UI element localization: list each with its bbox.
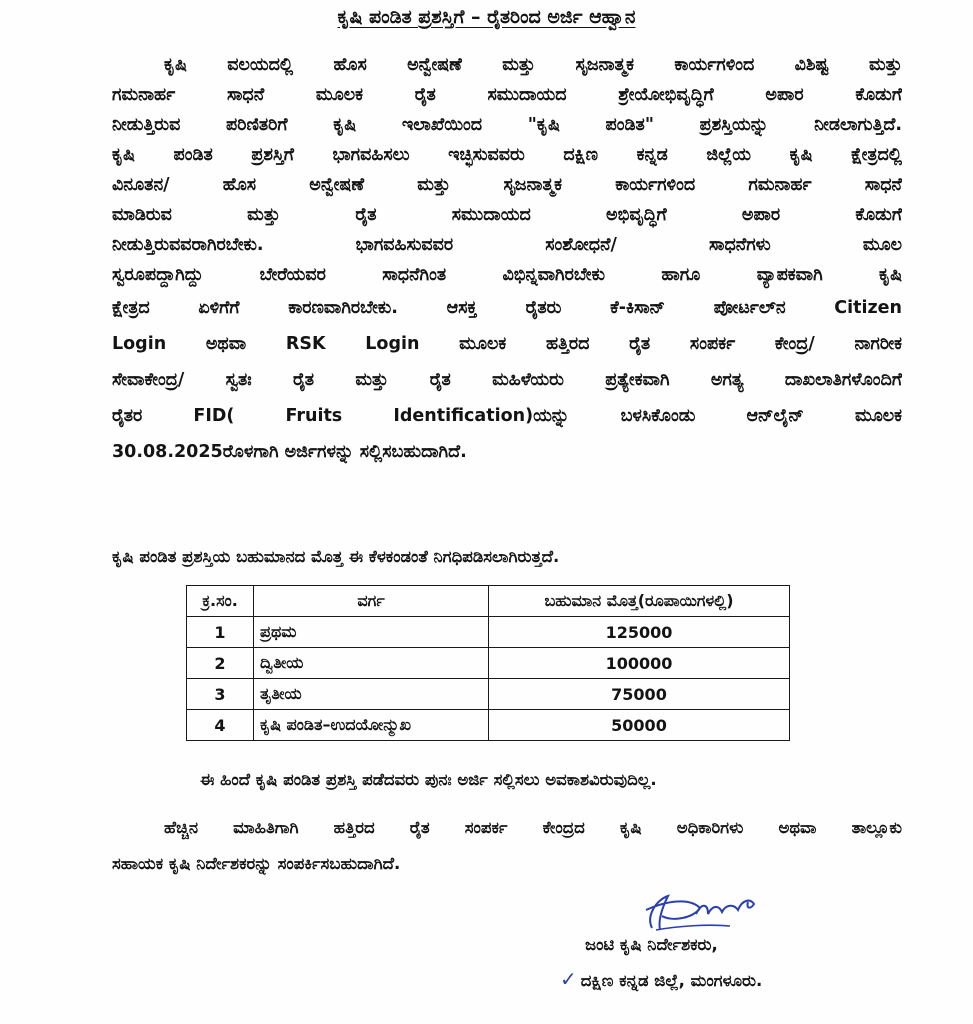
signatory-office-line: [560, 962, 762, 996]
cell-category: ಪ್ರಥಮ: [254, 617, 489, 648]
cell-serial: 4: [187, 710, 254, 741]
signatory-block: [560, 928, 762, 996]
eligibility-note: ಈ ಹಿಂದೆ ಕೃಷಿ ಪಂಡಿತ ಪ್ರಶಸ್ತಿ ಪಡೆದವರು ಪುನಃ ಅರ್ಜಿ ಸಲ್ಲಿಸಲು ಅವಕಾಶವಿರುವುದಿಲ್ಲ.: [200, 770, 657, 789]
more-info-line: ಹೆಚ್ಚಿನ ಮಾಹಿತಿಗಾಗಿ ಹತ್ತಿರದ ರೈತ ಸಂಪರ್ಕ ಕೇಂದ್ರದ ಕೃಷಿ ಅಧಿಕಾರಿಗಳು ಅಥವಾ ತಾಲ್ಲೂಕು: [164, 818, 902, 837]
paragraph-line: ರೈತರ FID( Fruits Identification)ಯನ್ನು ಬಳಸಿಕೊಂಡು ಆನ್‌ಲೈನ್ ಮೂಲಕ: [112, 406, 902, 426]
cell-serial: 1: [187, 617, 254, 648]
cell-amount: 125000: [489, 617, 790, 648]
document-title: ಕೃಷಿ ಪಂಡಿತ ಪ್ರಶಸ್ತಿಗೆ – ರೈತರಿಂದ ಅರ್ಜಿ ಆಹ್ವಾನ: [337, 6, 636, 28]
table-row: [187, 648, 790, 679]
paragraph-line: ಸೇವಾಕೇಂದ್ರ/ ಸ್ವತಃ ರೈತ ಮತ್ತು ರೈತ ಮಹಿಳೆಯರು ಪ್ರತ್ಯೇಕವಾಗಿ ಅಗತ್ಯ ದಾಖಲಾತಿಗಳೊಂದಿಗೆ: [112, 370, 902, 390]
table-row: [187, 617, 790, 648]
more-info-line: ಸಹಾಯಕ ಕೃಷಿ ನಿರ್ದೇಶಕರನ್ನು ಸಂಪರ್ಕಿಸಬಹುದಾಗಿದೆ.: [112, 854, 401, 873]
header-amount: ಬಹುಮಾನ ಮೊತ್ತ(ರೂಪಾಯಿಗಳಲ್ಲಿ): [489, 586, 790, 617]
more-info-paragraph: [112, 810, 902, 882]
paragraph-line: ಮಾಡಿರುವ ಮತ್ತು ರೈತ ಸಮುದಾಯದ ಅಭಿವೃದ್ಧಿಗೆ ಅಪಾರ ಕೊಡುಗೆ: [112, 205, 902, 225]
paragraph-line: Login ಅಥವಾ RSK Login ಮೂಲಕ ಹತ್ತಿರದ ರೈತ ಸಂಪರ್ಕ ಕೇಂದ್ರ/ ನಾಗರೀಕ: [112, 334, 902, 354]
paragraph-line: ಗಮನಾರ್ಹ ಸಾಧನೆ ಮೂಲಕ ರೈತ ಸಮುದಾಯದ ಶ್ರೇಯೋಭಿವೃದ್ಧಿಗೆ ಅಪಾರ ಕೊಡುಗೆ: [112, 85, 902, 105]
cell-category: ತೃತೀಯ: [254, 679, 489, 710]
prize-intro: ಕೃಷಿ ಪಂಡಿತ ಪ್ರಶಸ್ತಿಯ ಬಹುಮಾನದ ಮೊತ್ತ ಈ ಕೆಳಕಂಡಂತೆ ನಿಗಧಿಪಡಿಸಲಾಗಿರುತ್ತದೆ.: [112, 547, 560, 566]
paragraph-line: ನೀಡುತ್ತಿರುವವರಾಗಿರಬೇಕು. ಭಾಗವಹಿಸುವವರ ಸಂಶೋಧನೆ/ ಸಾಧನೆಗಳು ಮೂಲ: [112, 235, 902, 255]
paragraph-line: ಕೃಷಿ ವಲಯದಲ್ಲಿ ಹೊಸ ಅನ್ವೇಷಣೆ ಮತ್ತು ಸೃಜನಾತ್ಮಕ ಕಾರ್ಯಗಳಿಂದ ವಿಶಿಷ್ಟ ಮತ್ತು: [164, 55, 902, 75]
signatory-designation: ಜಂಟಿ ಕೃಷಿ ನಿರ್ದೇಶಕರು,: [585, 935, 718, 954]
signatory-office: ದಕ್ಷಿಣ ಕನ್ನಡ ಜಿಲ್ಲೆ, ಮಂಗಳೂರು.: [580, 971, 763, 990]
prize-table: [186, 585, 790, 741]
header-category: ವರ್ಗ: [254, 586, 489, 617]
paragraph-line: ನೀಡುತ್ತಿರುವ ಪರಿಣಿತರಿಗೆ ಕೃಷಿ ಇಲಾಖೆಯಿಂದ "ಕೃಷಿ ಪಂಡಿತ" ಪ್ರಶಸ್ತಿಯನ್ನು ನೀಡಲಾಗುತ್ತಿದೆ.: [112, 115, 902, 135]
paragraph-line: ಕೃಷಿ ಪಂಡಿತ ಪ್ರಶಸ್ತಿಗೆ ಭಾಗವಹಿಸಲು ಇಚ್ಛಿಸುವವರು ದಕ್ಷಿಣ ಕನ್ನಡ ಜಿಲ್ಲೆಯ ಕೃಷಿ ಕ್ಷೇತ್ರದಲ್ಲಿ: [112, 145, 902, 165]
cell-category: ಕೃಷಿ ಪಂಡಿತ–ಉದಯೋನ್ಮುಖ: [254, 710, 489, 741]
cell-amount: 50000: [489, 710, 790, 741]
paragraph-line: ಕ್ಷೇತ್ರದ ಏಳಿಗೆಗೆ ಕಾರಣವಾಗಿರಬೇಕು. ಆಸಕ್ತ ರೈತರು ಕೆ-ಕಿಸಾನ್ ಪೋರ್ಟಲ್‌ನ Citizen: [112, 298, 902, 318]
cell-serial: 2: [187, 648, 254, 679]
table-row: [187, 679, 790, 710]
header-serial: ಕ್ರ.ಸಂ.: [187, 586, 254, 617]
application-paragraph: [112, 50, 902, 470]
cell-serial: 3: [187, 679, 254, 710]
table-header-row: [187, 586, 790, 617]
paragraph-line: ಸ್ವರೂಪದ್ದಾಗಿದ್ದು ಬೇರೆಯವರ ಸಾಧನೆಗಿಂತ ವಿಭಿನ್ನವಾಗಿರಬೇಕು ಹಾಗೂ ವ್ಯಾಪಕವಾಗಿ ಕೃಷಿ: [112, 265, 902, 285]
paragraph-line: 30.08.2025ರೊಳಗಾಗಿ ಅರ್ಜಿಗಳನ್ನು ಸಲ್ಲಿಸಬಹುದಾಗಿದೆ.: [112, 442, 467, 462]
table-row: [187, 710, 790, 741]
tick-mark-icon: ✓: [560, 967, 577, 991]
cell-amount: 75000: [489, 679, 790, 710]
paragraph-line: ವಿನೂತನ/ ಹೊಸ ಅನ್ವೇಷಣೆ ಮತ್ತು ಸೃಜನಾತ್ಮಕ ಕಾರ್ಯಗಳಿಂದ ಗಮನಾರ್ಹ ಸಾಧನೆ: [112, 175, 902, 195]
cell-amount: 100000: [489, 648, 790, 679]
cell-category: ದ್ವಿತೀಯ: [254, 648, 489, 679]
